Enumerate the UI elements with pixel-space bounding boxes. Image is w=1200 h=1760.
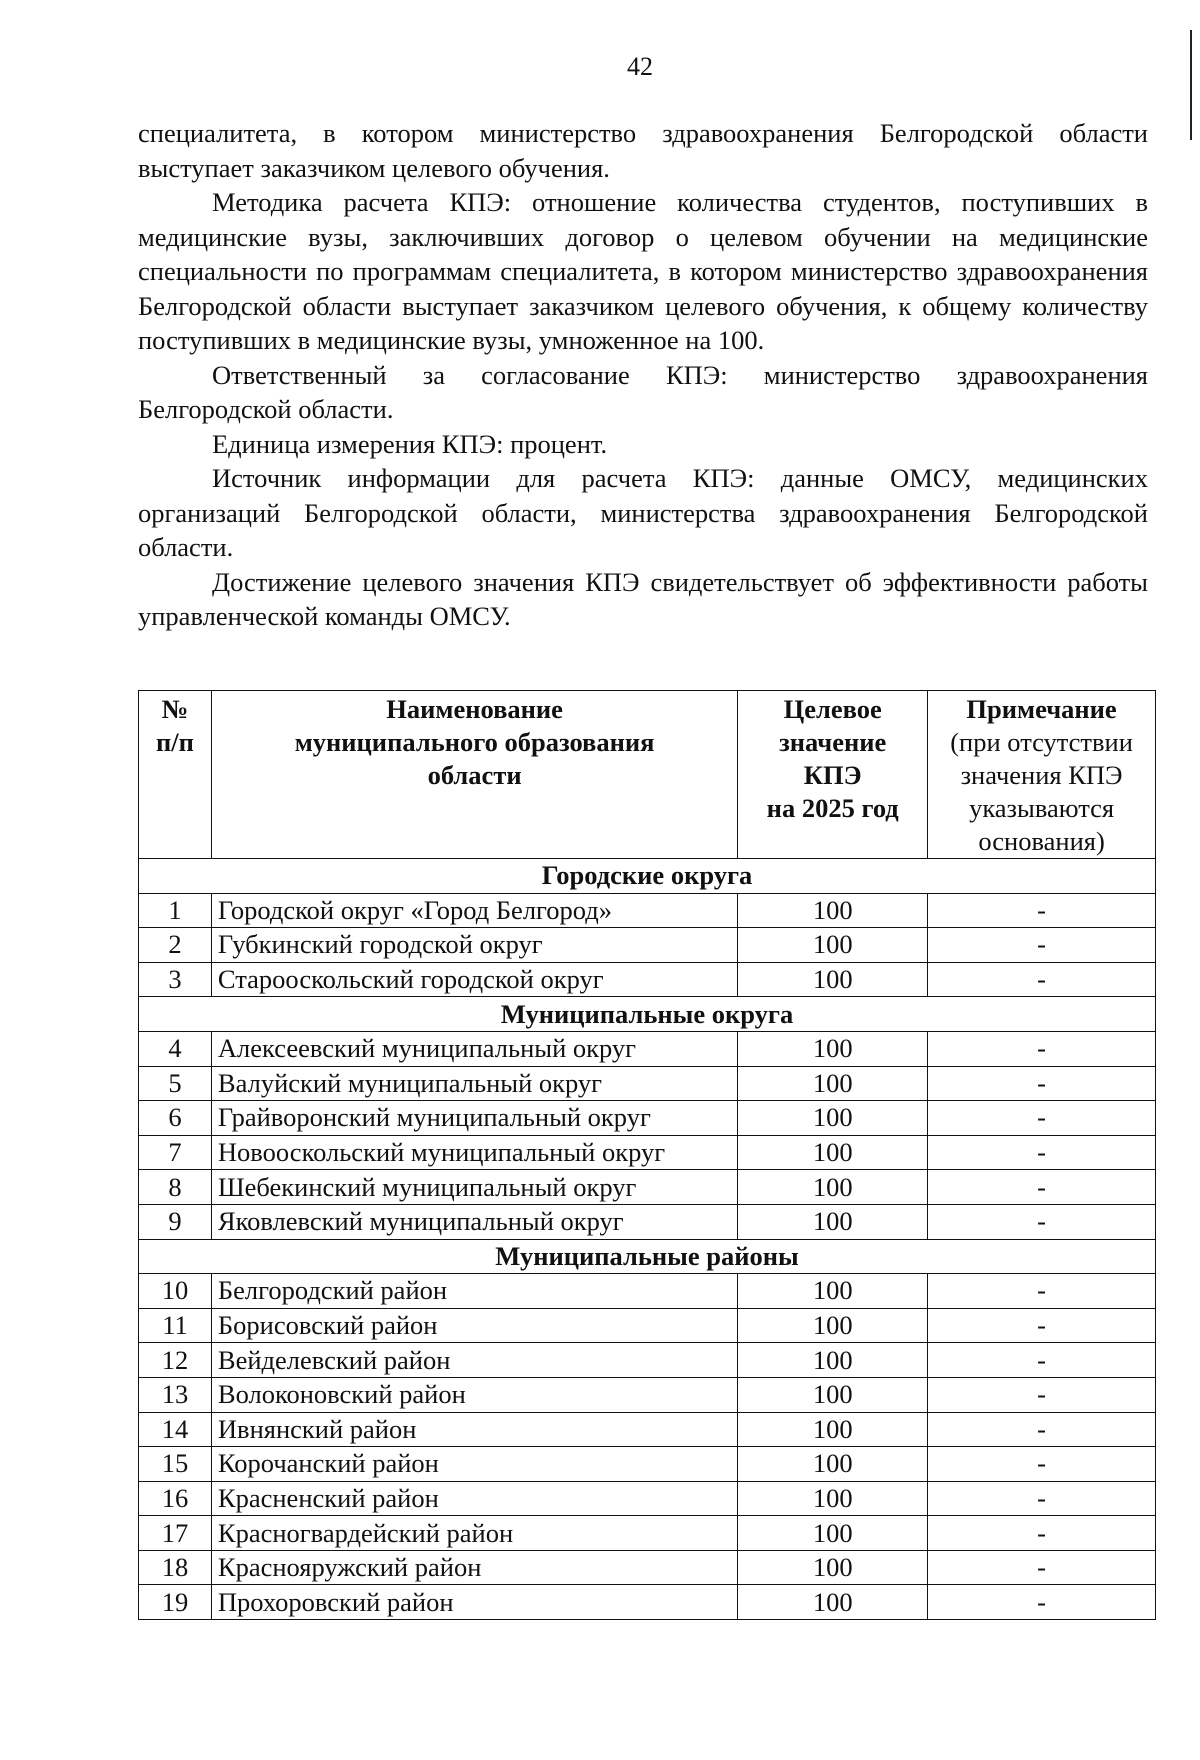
row-value: 100 — [738, 1066, 928, 1101]
table-section-row — [139, 1239, 1156, 1274]
paragraph: Ответственный за согласование КПЭ: министерство здравоохранения Белгородской области. — [138, 359, 1148, 424]
row-name: Ивнянский район — [211, 1412, 737, 1447]
row-note: - — [928, 1343, 1156, 1378]
paragraph: Достижение целевого значения КПЭ свидетельствует об эффективности работы управленческой команды ОМСУ. — [138, 566, 1148, 631]
row-number: 8 — [139, 1170, 212, 1205]
table-row — [139, 1343, 1156, 1378]
row-name: Борисовский район — [211, 1308, 737, 1343]
kpi-table — [138, 690, 1156, 1620]
row-note: - — [928, 1101, 1156, 1136]
row-value: 100 — [738, 1481, 928, 1516]
table-row — [139, 1135, 1156, 1170]
row-value: 100 — [738, 962, 928, 997]
row-name: Грайворонский муниципальный округ — [211, 1101, 737, 1136]
row-number: 6 — [139, 1101, 212, 1136]
row-value: 100 — [738, 1343, 928, 1378]
row-number: 14 — [139, 1412, 212, 1447]
body-text — [138, 116, 1148, 634]
table-row — [139, 1550, 1156, 1585]
row-number: 2 — [139, 928, 212, 963]
row-value: 100 — [738, 1585, 928, 1620]
paragraph: Методика расчета КПЭ: отношение количества студентов, поступивших в медицинские вузы, заключивших договор о целевом обучении на медицинские специальности по программам специалитета, в котором министерство здравоохранения Белгородской области выступает заказчиком целевого обучения, к общему количеству поступивших в медицинские вузы, умноженное на 100. — [138, 187, 1148, 355]
table-row — [139, 1101, 1156, 1136]
section-title: Муниципальные районы — [139, 1239, 1156, 1274]
page-number: 42 — [627, 52, 653, 81]
row-note: - — [928, 1550, 1156, 1585]
paragraph: Единица измерения КПЭ: процент. — [212, 428, 608, 459]
header-name: Наименование муниципального образования области — [211, 691, 737, 859]
row-number: 18 — [139, 1550, 212, 1585]
row-note: - — [928, 1308, 1156, 1343]
row-name: Волоконовский район — [211, 1377, 737, 1412]
row-name: Новооскольский муниципальный округ — [211, 1135, 737, 1170]
row-number: 3 — [139, 962, 212, 997]
section-title: Муниципальные округа — [139, 997, 1156, 1032]
table-row — [139, 1308, 1156, 1343]
table-row — [139, 1481, 1156, 1516]
row-name: Валуйский муниципальный округ — [211, 1066, 737, 1101]
row-note: - — [928, 962, 1156, 997]
row-name: Краснояружский район — [211, 1550, 737, 1585]
row-number: 16 — [139, 1481, 212, 1516]
row-value: 100 — [738, 1101, 928, 1136]
row-value: 100 — [738, 1170, 928, 1205]
paragraph: специалитета, в котором министерство здравоохранения Белгородской области выступает заказчиком целевого обучения. — [138, 118, 1148, 183]
row-value: 100 — [738, 1031, 928, 1066]
page-edge-line — [1190, 30, 1192, 140]
row-value: 100 — [738, 1377, 928, 1412]
table-header-row — [139, 691, 1156, 859]
row-number: 1 — [139, 893, 212, 928]
row-number: 19 — [139, 1585, 212, 1620]
row-name: Алексеевский муниципальный округ — [211, 1031, 737, 1066]
row-number: 11 — [139, 1308, 212, 1343]
row-note: - — [928, 1516, 1156, 1551]
row-name: Белгородский район — [211, 1274, 737, 1309]
row-number: 9 — [139, 1204, 212, 1239]
row-note: - — [928, 1135, 1156, 1170]
row-number: 15 — [139, 1447, 212, 1482]
table-row — [139, 1377, 1156, 1412]
row-value: 100 — [738, 893, 928, 928]
table-row — [139, 1204, 1156, 1239]
row-number: 5 — [139, 1066, 212, 1101]
row-name: Красногвардейский район — [211, 1516, 737, 1551]
table-section-row — [139, 859, 1156, 894]
row-name: Городской округ «Город Белгород» — [211, 893, 737, 928]
table-row — [139, 1066, 1156, 1101]
table-row — [139, 1412, 1156, 1447]
table-row — [139, 1170, 1156, 1205]
row-value: 100 — [738, 1516, 928, 1551]
row-number: 13 — [139, 1377, 212, 1412]
row-note: - — [928, 1066, 1156, 1101]
row-number: 4 — [139, 1031, 212, 1066]
row-number: 10 — [139, 1274, 212, 1309]
row-value: 100 — [738, 1308, 928, 1343]
table-row — [139, 1585, 1156, 1620]
table-row — [139, 1516, 1156, 1551]
table-row — [139, 962, 1156, 997]
row-note: - — [928, 928, 1156, 963]
header-note: Примечание (при отсутствии значения КПЭ указываются основания) — [928, 691, 1156, 859]
table-section-row — [139, 997, 1156, 1032]
row-note: - — [928, 1204, 1156, 1239]
row-value: 100 — [738, 1135, 928, 1170]
row-name: Прохоровский район — [211, 1585, 737, 1620]
paragraph: Источник информации для расчета КПЭ: данные ОМСУ, медицинских организаций Белгородской области, министерства здравоохранения Белгородской области. — [138, 463, 1148, 562]
table-row — [139, 928, 1156, 963]
row-name: Яковлевский муниципальный округ — [211, 1204, 737, 1239]
row-name: Красненский район — [211, 1481, 737, 1516]
table-row — [139, 1447, 1156, 1482]
row-number: 17 — [139, 1516, 212, 1551]
row-note: - — [928, 1481, 1156, 1516]
table-row — [139, 893, 1156, 928]
row-note: - — [928, 1274, 1156, 1309]
row-value: 100 — [738, 1274, 928, 1309]
section-title: Городские округа — [139, 859, 1156, 894]
row-note: - — [928, 1031, 1156, 1066]
row-name: Корочанский район — [211, 1447, 737, 1482]
row-value: 100 — [738, 1447, 928, 1482]
row-note: - — [928, 1447, 1156, 1482]
row-value: 100 — [738, 1204, 928, 1239]
row-note: - — [928, 1377, 1156, 1412]
table-row — [139, 1274, 1156, 1309]
row-name: Шебекинский муниципальный округ — [211, 1170, 737, 1205]
header-value: Целевое значение КПЭ на 2025 год — [738, 691, 928, 859]
header-num: № п/п — [139, 691, 212, 859]
row-note: - — [928, 893, 1156, 928]
row-number: 12 — [139, 1343, 212, 1378]
row-name: Старооскольский городской округ — [211, 962, 737, 997]
row-value: 100 — [738, 1412, 928, 1447]
row-note: - — [928, 1170, 1156, 1205]
row-name: Губкинский городской округ — [211, 928, 737, 963]
row-value: 100 — [738, 1550, 928, 1585]
row-number: 7 — [139, 1135, 212, 1170]
row-value: 100 — [738, 928, 928, 963]
table-row — [139, 1031, 1156, 1066]
row-note: - — [928, 1412, 1156, 1447]
row-name: Вейделевский район — [211, 1343, 737, 1378]
row-note: - — [928, 1585, 1156, 1620]
